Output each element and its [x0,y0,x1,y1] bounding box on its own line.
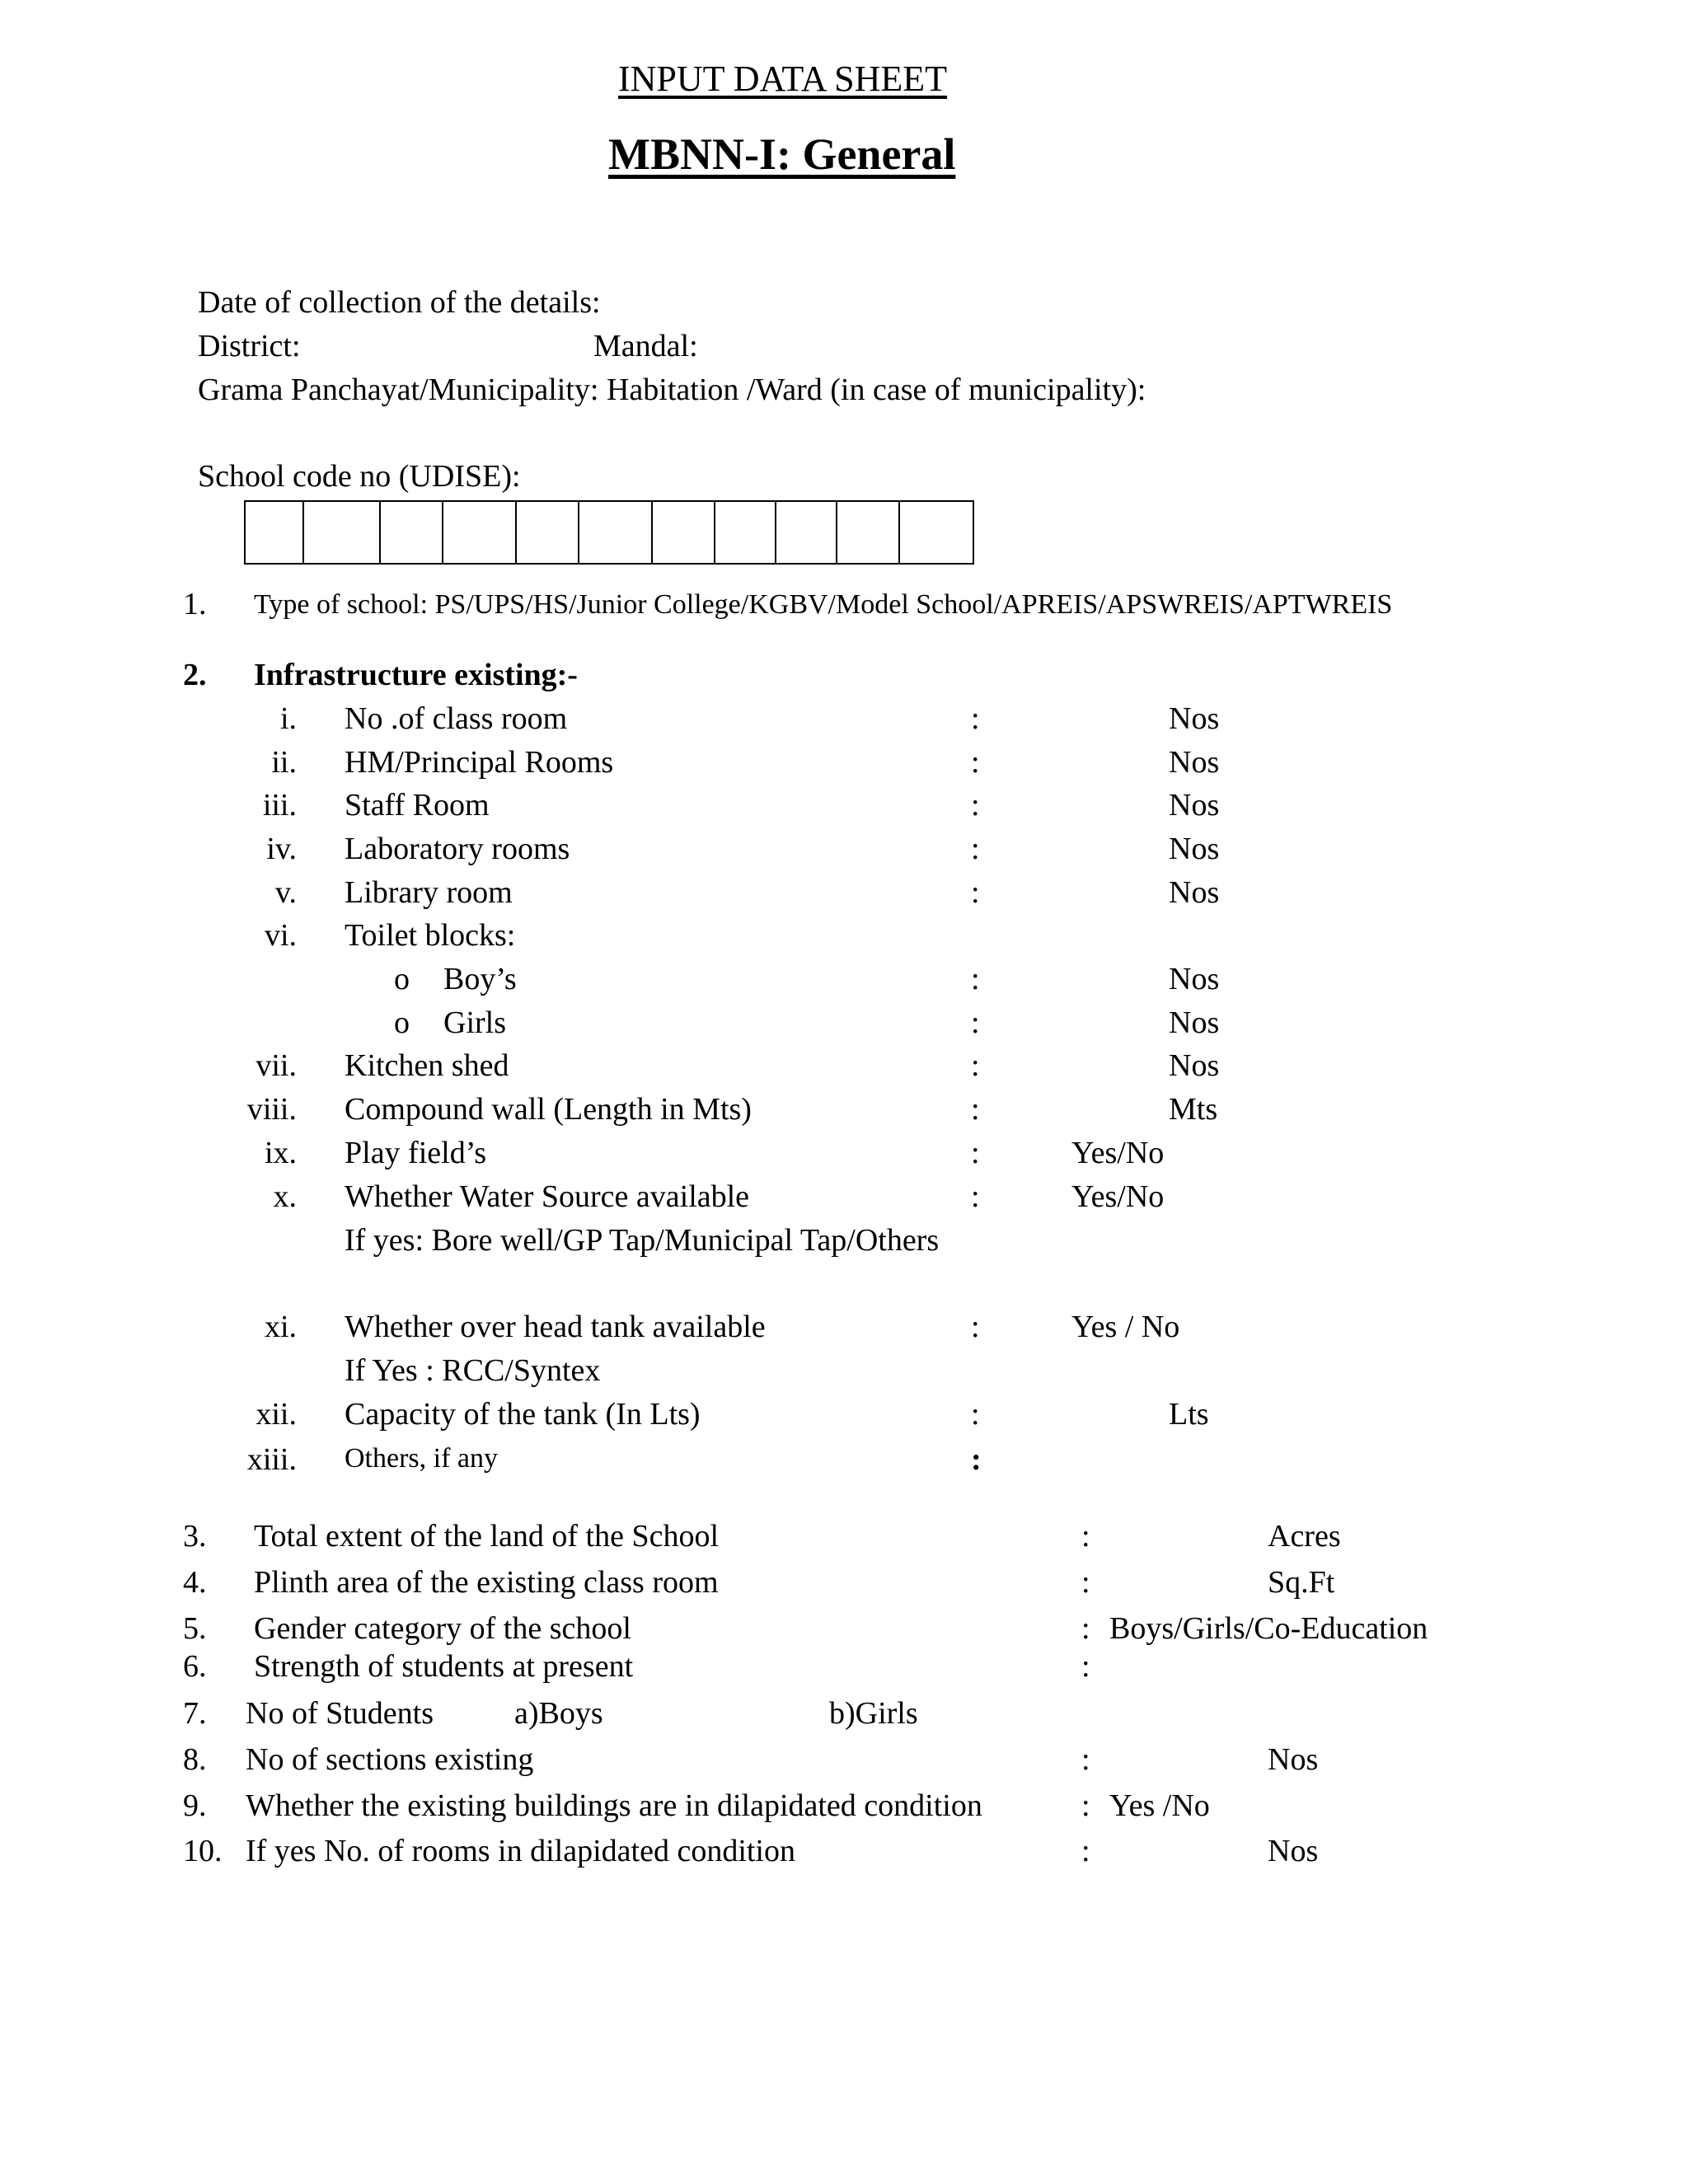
row-unit: Nos [1169,962,1220,996]
mandal-label: Mandal: [593,329,698,363]
row-label: If yes No. of rooms in dilapidated condition [246,1834,795,1868]
row-label: Toilet blocks: [345,918,516,953]
school-code-cell[interactable] [381,502,443,563]
row-colon: : [971,701,980,736]
row-label: If Yes : RCC/Syntex [345,1353,601,1388]
row-label: Strength of students at present [254,1649,634,1684]
row-unit: Nos [1268,1742,1319,1777]
row-colon: : [971,1092,980,1127]
roman-numeral: vi. [264,918,297,953]
row-colon: : [1081,1834,1090,1868]
row-colon: : [971,1442,982,1477]
row-unit: Mts [1169,1092,1218,1127]
school-code-cell[interactable] [837,502,900,563]
row-colon: : [1081,1611,1090,1646]
row-label: Total extent of the land of the School [254,1519,720,1554]
row-unit: Yes/No [1071,1179,1165,1214]
row-label: No of sections existing [246,1742,534,1777]
roman-numeral: xi. [264,1310,297,1344]
row-label: Compound wall (Length in Mts) [345,1092,752,1127]
row-colon: : [971,1397,980,1432]
row-label: Whether over head tank available [345,1310,766,1344]
row-unit: Nos [1268,1834,1319,1868]
row-colon: : [1081,1519,1090,1554]
row-colon: : [971,1005,980,1040]
item-number: 6. [183,1649,207,1684]
row-unit: Nos [1169,875,1220,910]
bullet-icon: o [394,962,410,996]
row-colon: : [971,962,980,996]
row-unit: Nos [1169,1048,1220,1083]
roman-numeral: iv. [266,832,297,866]
roman-numeral: iii. [262,788,297,823]
item-number: 2. [183,658,207,692]
row-label: If yes: Bore well/GP Tap/Municipal Tap/Others [345,1223,940,1258]
row-label: Gender category of the school [254,1611,631,1646]
row-unit: Nos [1169,701,1220,736]
roman-numeral: xii. [256,1397,297,1432]
row-colon: : [971,1179,980,1214]
boys-label: a)Boys [514,1696,603,1731]
row-label: No of Students [246,1696,434,1731]
school-code-boxes [244,500,974,565]
infrastructure-heading: Infrastructure existing:- [254,658,578,692]
roman-numeral: xiii. [246,1442,297,1477]
school-code-cell[interactable] [776,502,837,563]
school-code-cell[interactable] [715,502,776,563]
type-of-school-text: Type of school: PS/UPS/HS/Junior College/KGBV/Model School/APREIS/APSWREIS/APTWREIS [254,589,1393,620]
row-unit: Yes /No [1109,1788,1210,1823]
roman-numeral: viii. [246,1092,297,1127]
row-colon: : [971,745,980,780]
roman-numeral: ii. [271,745,297,780]
grama-panchayat-label: Grama Panchayat/Municipality: Habitation /Ward (in case of municipality): [198,373,1146,407]
row-colon: : [971,1048,980,1083]
girls-label: b)Girls [829,1696,918,1731]
row-unit: Lts [1169,1397,1209,1432]
school-code-cell[interactable] [900,502,973,563]
row-unit: Nos [1169,832,1220,866]
row-colon: : [1081,1788,1090,1823]
item-number: 7. [183,1696,207,1731]
item-number: 4. [183,1565,207,1600]
row-unit: Nos [1169,745,1220,780]
district-label: District: [198,329,301,363]
page-subtitle: MBNN-I: General [608,129,956,179]
row-label: No .of class room [345,701,568,736]
row-label: Play field’s [345,1136,487,1170]
school-code-cell[interactable] [443,502,517,563]
row-colon: : [1081,1565,1090,1600]
row-label: Library room [345,875,513,910]
date-of-collection-label: Date of collection of the details: [198,285,601,320]
row-colon: : [971,1136,980,1170]
row-label: Whether Water Source available [345,1179,750,1214]
item-number: 3. [183,1519,207,1554]
row-label: Girls [443,1005,506,1040]
row-label: Whether the existing buildings are in dilapidated condition [246,1788,982,1823]
row-colon: : [971,875,980,910]
row-unit: Yes / No [1071,1310,1180,1344]
item-number: 9. [183,1788,207,1823]
row-unit: Boys/Girls/Co-Education [1109,1611,1428,1646]
row-colon: : [971,788,980,823]
row-label: Kitchen shed [345,1048,509,1083]
row-unit: Nos [1169,788,1220,823]
row-colon: : [971,1310,980,1344]
item-number: 10. [183,1834,223,1868]
row-label: Boy’s [443,962,517,996]
row-unit: Sq.Ft [1268,1565,1335,1600]
school-code-cell[interactable] [653,502,715,563]
row-label: Plinth area of the existing class room [254,1565,719,1600]
school-code-cell[interactable] [579,502,653,563]
row-unit: Yes/No [1071,1136,1165,1170]
page-title: INPUT DATA SHEET [618,59,948,99]
school-code-cell[interactable] [246,502,304,563]
roman-numeral: v. [274,875,297,910]
row-unit: Acres [1268,1519,1341,1554]
row-label: HM/Principal Rooms [345,745,614,780]
school-code-label: School code no (UDISE): [198,459,521,494]
row-label: Staff Room [345,788,490,823]
roman-numeral: i. [279,701,297,736]
row-label: Capacity of the tank (In Lts) [345,1397,701,1432]
roman-numeral: vii. [256,1048,297,1083]
row-label: Laboratory rooms [345,832,570,866]
row-colon: : [971,832,980,866]
school-code-cell[interactable] [304,502,381,563]
bullet-icon: o [394,1005,410,1040]
row-unit: Nos [1169,1005,1220,1040]
row-colon: : [1081,1649,1090,1684]
item-number: 1. [183,587,207,621]
row-label: Others, if any [345,1443,499,1474]
item-number: 5. [183,1611,207,1646]
school-code-cell[interactable] [517,502,579,563]
item-number: 8. [183,1742,207,1777]
roman-numeral: x. [273,1179,297,1214]
roman-numeral: ix. [264,1136,297,1170]
row-colon: : [1081,1742,1090,1777]
